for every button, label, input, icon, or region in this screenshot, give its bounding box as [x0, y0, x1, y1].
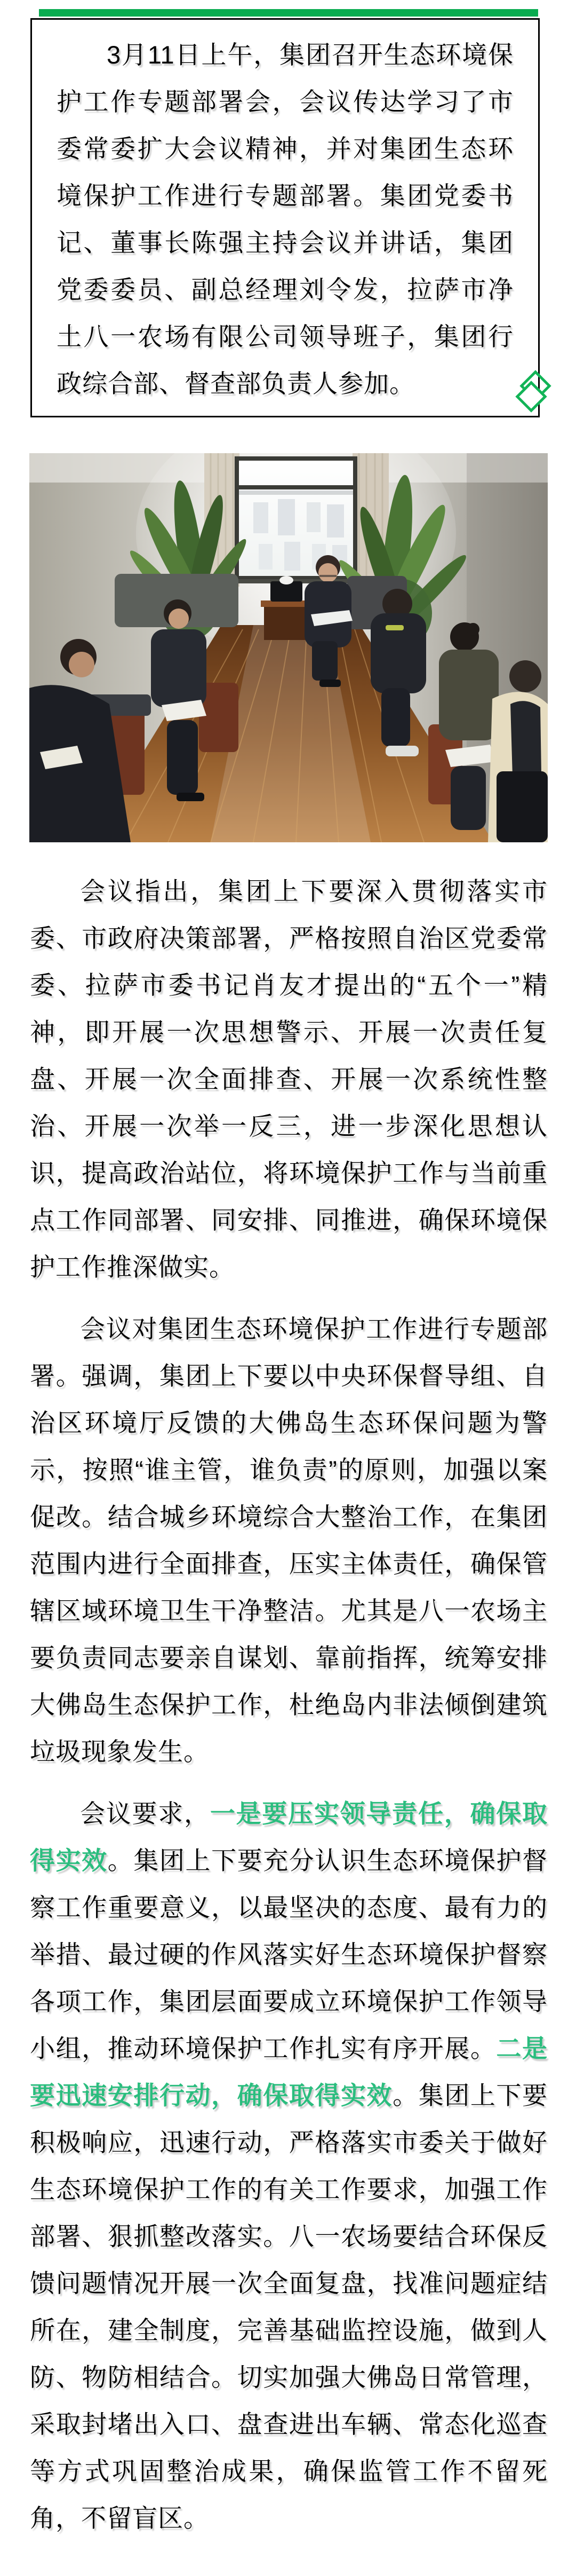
paragraph-meeting-deployed: 会议对集团生态环境保护工作进行专题部署。强调，集团上下要以中央环保督导组、自治区环境厅反馈的大佛岛生态环保问题为警示，按照“谁主管，谁负责”的原则，加强以案促改。结合城乡环境综合大整治工作，在集团范围内进行全面排查，压实主体责任，确保管辖区域环境卫生干净整洁。尤其是八一农场主要负责同志要亲自谋划、靠前指挥，统筹安排大佛岛生态保护工作，杜绝岛内非法倾倒建筑垃圾现象发生。	[30, 1315, 548, 1766]
article-body	[30, 868, 548, 2542]
plain-phrase: 。集团上下要积极响应，迅速行动，严格落实市委关于做好生态环境保护工作的有关工作要求，加强工作部署、狠抓整改落实。八一农场要结合环保反馈问题情况开展一次全面复盘，找准问题症结所在，建全制度，完善基础监控设施，做到人防、物防相结合。切实加强大佛岛日常管理，采取封堵出入口、盘查进出车辆、常态化巡查等方式巩固整治成果，确保监管工作不留死角，不留盲区。	[30, 2081, 548, 2532]
meeting-photo	[29, 453, 548, 842]
lead-summary-box	[30, 18, 540, 417]
green-accent-bar	[39, 9, 538, 17]
paragraph-meeting-required	[30, 1790, 548, 2542]
plain-phrase: 。集团上下要充分认识生态环境保护督察工作重要意义，以最坚决的态度、最有力的举措、最过硬的作风落实好生态环境保护督察各项工作，集团层面要成立环境保护工作领导小组，推动环境保护工作扎实有序开展。	[30, 1846, 548, 2063]
highlighted-phrase: 一是要压实领导责任，确保取得实效	[30, 1799, 548, 1875]
plain-phrase: 会议要求，	[80, 1799, 210, 1828]
meeting-room-illustration	[29, 453, 548, 842]
highlighted-phrase: 二是要迅速安排行动，确保取得实效	[30, 2034, 548, 2109]
paragraph-meeting-pointed: 会议指出，集团上下要深入贯彻落实市委、市政府决策部署，严格按照自治区党委常委、拉萨市委书记肖友才提出的“五个一”精神，即开展一次思想警示、开展一次责任复盘、开展一次全面排查、开展一次系统性整治、开展一次举一反三，进一步深化思想认识，提高政治站位，将环境保护工作与当前重点工作同部署、同安排、同推进，确保环境保护工作推深做实。	[30, 877, 548, 1281]
lead-paragraph: 3月11日上午，集团召开生态环境保护工作专题部署会，会议传达学习了市委常委扩大会议精神，并对集团生态环境保护工作进行专题部署。集团党委书记、董事长陈强主持会议并讲话，集团党委委员、副总经理刘令发，拉萨市净土八一农场有限公司领导班子，集团行政综合部、督查部负责人参加。	[57, 41, 514, 398]
